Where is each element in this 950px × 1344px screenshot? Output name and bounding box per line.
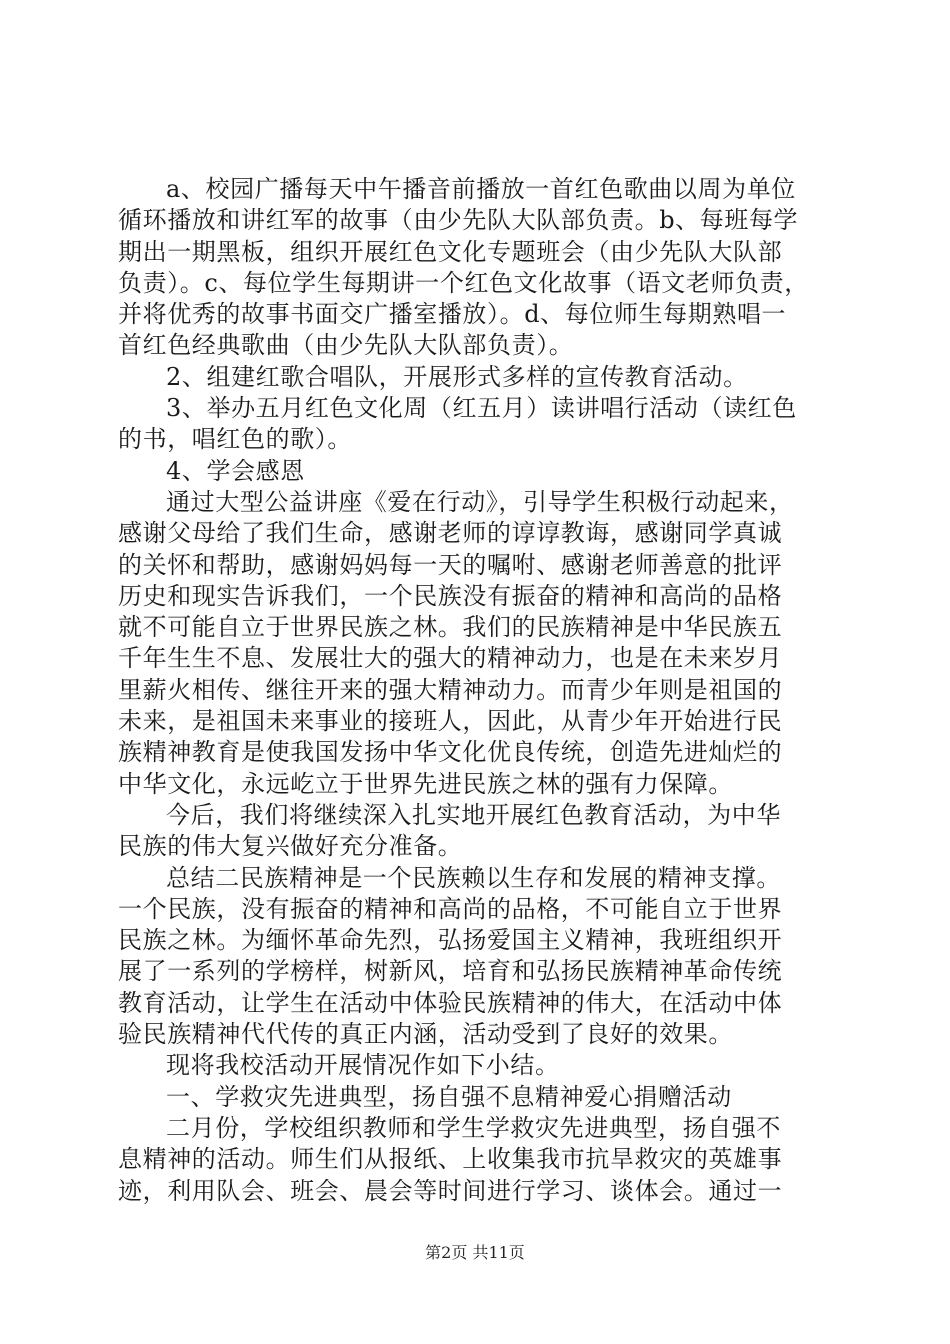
text-line: 验民族精神代代传的真正内涵，活动受到了良好的效果。 [118,1020,733,1049]
text-line: 循环播放和讲红军的故事（由少先队大队部负责。b、每班每学 [118,206,799,235]
text-line: 就不可能自立于世界民族之林。我们的民族精神是中华民族五 [118,613,783,642]
text-line: 中华文化，永远屹立于世界先进民族之林的强有力保障。 [118,769,733,798]
text-line: 千年生生不息、发展壮大的强大的精神动力，也是在未来岁月 [118,644,783,673]
text-line: 并将优秀的故事书面交广播室播放）。d、每位师生每期熟唱一 [118,300,787,329]
text-line: 展了一系列的学榜样，树新风，培育和弘扬民族精神革命传统 [118,957,783,986]
text-line: 未来，是祖国未来事业的接班人，因此，从青少年开始进行民 [118,707,783,736]
text-line: 一、学救灾先进典型，扬自强不息精神爱心捐赠活动 [166,1082,732,1111]
text-line: 感谢父母给了我们生命，感谢老师的谆谆教诲，感谢同学真诚 [118,519,783,548]
text-line: 一个民族，没有振奋的精神和高尚的品格，不可能自立于世界 [118,894,783,923]
text-line: 息精神的活动。师生们从报纸、上收集我市抗旱救灾的英雄事 [118,1145,783,1174]
text-line: 的关怀和帮助，感谢妈妈每一天的嘱咐、感谢老师善意的批评 [118,550,783,579]
text-line: 的书，唱红色的歌）。 [118,425,352,454]
document-body [118,174,838,1207]
text-line: 总结二民族精神是一个民族赖以生存和发展的精神支撑。 [166,863,781,892]
text-line: 期出一期黑板，组织开展红色文化专题班会（由少先队大队部 [118,237,783,266]
text-line: 今后，我们将继续深入扎实地开展红色教育活动，为中华 [166,800,781,829]
text-line: 民族之林。为缅怀革命先烈，弘扬爱国主义精神，我班组织开 [118,926,783,955]
text-line: 迹，利用队会、班会、晨会等时间进行学习、谈体会。通过一 [118,1176,783,1205]
text-line: 民族的伟大复兴做好充分准备。 [118,832,463,861]
text-line: a、校园广播每天中午播音前播放一首红色歌曲以周为单位 [166,175,796,203]
text-line: 通过大型公益讲座《爱在行动》，引导学生积极行动起来， [166,487,794,516]
text-line: 族精神教育是使我国发扬中华文化优良传统，创造先进灿烂的 [118,738,783,767]
text-line: 历史和现实告诉我们，一个民族没有振奋的精神和高尚的品格 [118,581,783,610]
text-line: 首红色经典歌曲（由少先队大队部负责）。 [118,331,574,360]
text-line: 负责）。c、每位学生每期讲一个红色文化故事（语文老师负责， [118,268,809,297]
text-line: 二月份，学校组织教师和学生学救灾先进典型，扬自强不 [166,1113,781,1142]
text-line: 2、组建红歌合唱队，开展形式多样的宣传教育活动。 [166,362,748,391]
text-line: 教育活动，让学生在活动中体验民族精神的伟大，在活动中体 [118,988,783,1017]
text-line: 3、举办五月红色文化周（红五月）读讲唱行活动（读红色 [166,394,797,423]
text-line: 4、学会感恩 [166,456,305,485]
text-line: 里薪火相传、继往开来的强大精神动力。而青少年则是祖国的 [118,675,783,704]
text-line: 现将我校活动开展情况作如下小结。 [166,1051,560,1080]
page-footer: 第2页 共11页 [425,1243,525,1262]
